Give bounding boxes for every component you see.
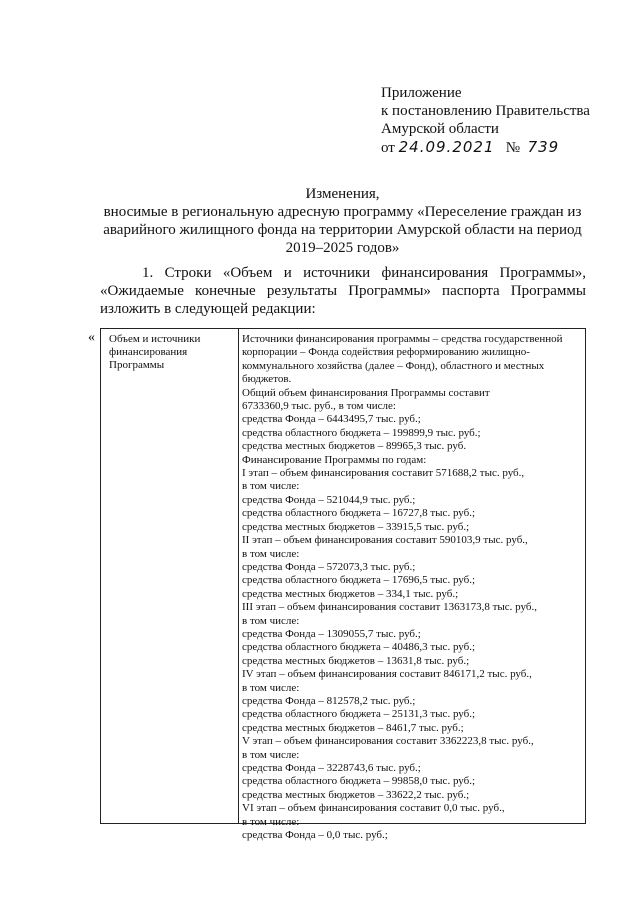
intro-line-1: 1. Строки «Объем и источники финансирования Программы», [142, 265, 586, 281]
value-line: средства Фонда – 521044,9 тыс. руб.; [242, 493, 416, 506]
value-line: средства местных бюджетов – 13631,8 тыс. руб.; [242, 654, 470, 667]
document-heading [100, 185, 585, 257]
number-prefix: № [505, 140, 521, 156]
value-line: в том числе: [242, 480, 300, 493]
value-line: VI этап – объем финансирования составит 0,0 тыс. руб., [242, 802, 505, 815]
value-cell [242, 333, 583, 842]
value-line: коммунального хозяйства (далее – Фонд), областного и местных [242, 359, 545, 372]
label-cell [109, 333, 234, 372]
appendix-header [381, 84, 590, 157]
value-line: в том числе: [242, 815, 300, 828]
heading-line-1: Изменения, [305, 186, 380, 202]
value-line: I этап – объем финансирования составит 571688,2 тыс. руб., [242, 467, 525, 480]
value-line: средства областного бюджета – 199899,9 тыс. руб.; [242, 426, 481, 439]
value-line: средства местных бюджетов – 33915,5 тыс. руб.; [242, 520, 470, 533]
value-line: Источники финансирования программы – средства государственной [242, 333, 563, 345]
value-line: средства Фонда – 1309055,7 тыс. руб.; [242, 627, 421, 640]
label-line-2: финансирования [109, 346, 188, 358]
value-line: в том числе: [242, 547, 300, 560]
value-line: II этап – объем финансирования составит 590103,9 тыс. руб., [242, 534, 528, 547]
value-line: средства местных бюджетов – 8461,7 тыс. руб.; [242, 721, 464, 734]
value-line: средства Фонда – 3228743,6 тыс. руб.; [242, 762, 421, 774]
value-line: средства Фонда – 0,0 тыс. руб.; [242, 829, 388, 842]
appendix-title: Приложение [381, 85, 462, 101]
value-line: средства Фонда – 812578,2 тыс. руб.; [242, 694, 416, 707]
opening-quote: « [88, 330, 95, 345]
value-line: средства местных бюджетов – 89965,3 тыс. руб. [242, 440, 467, 453]
value-line: V этап – объем финансирования составит 3362223,8 тыс. руб., [242, 735, 534, 748]
appendix-date-line [381, 138, 590, 157]
appendix-resolution-ref: к постановлению Правительства [381, 103, 590, 119]
label-line-3: Программы [109, 359, 165, 371]
handwritten-date: 24.09.2021 [398, 138, 495, 156]
heading-line-2: вносимые в региональную адресную программу «Переселение граждан из [103, 204, 582, 220]
intro-line-3: изложить в следующей редакции: [100, 301, 316, 317]
value-line: в том числе: [242, 614, 300, 627]
heading-line-4: 2019–2025 годов» [285, 240, 400, 256]
value-line: средства местных бюджетов – 33622,2 тыс. руб.; [242, 788, 470, 801]
value-line: бюджетов. [242, 373, 292, 386]
value-line: III этап – объем финансирования составит 1363173,8 тыс. руб., [242, 601, 537, 614]
value-line: средства областного бюджета – 16727,8 тыс. руб.; [242, 507, 476, 520]
date-prefix: от [381, 140, 395, 156]
value-line: средства областного бюджета – 99858,0 тыс. руб.; [242, 775, 476, 788]
value-line: корпорации – Фонда содействия реформированию жилищно- [242, 346, 530, 359]
value-line: средства областного бюджета – 17696,5 тыс. руб.; [242, 574, 476, 587]
value-line: средства областного бюджета – 25131,3 тыс. руб.; [242, 708, 476, 721]
value-line: в том числе: [242, 748, 300, 761]
value-line: 6733360,9 тыс. руб., в том числе: [242, 400, 396, 413]
value-line: IV этап – объем финансирования составит 846171,2 тыс. руб., [242, 668, 532, 681]
value-line: средства местных бюджетов – 334,1 тыс. руб.; [242, 587, 459, 600]
passport-table [100, 328, 586, 842]
value-line: Общий объем финансирования Программы составит [242, 386, 490, 399]
heading-line-3: аварийного жилищного фонда на территории Амурской области на период [103, 222, 582, 238]
label-line-1: Объем и источники [109, 333, 201, 345]
value-line: Финансирование Программы по годам: [242, 453, 427, 466]
value-line: в том числе: [242, 681, 300, 694]
handwritten-number: 739 [527, 138, 560, 156]
value-line: средства областного бюджета – 40486,3 тыс. руб.; [242, 641, 476, 654]
intro-paragraph [100, 264, 586, 318]
column-divider [238, 329, 239, 823]
intro-line-2: «Ожидаемые конечные результаты Программы» паспорта Программы [100, 283, 586, 299]
value-line: средства Фонда – 572073,3 тыс. руб.; [242, 560, 416, 573]
value-line: средства Фонда – 6443495,7 тыс. руб.; [242, 413, 421, 426]
appendix-region: Амурской области [381, 121, 499, 137]
